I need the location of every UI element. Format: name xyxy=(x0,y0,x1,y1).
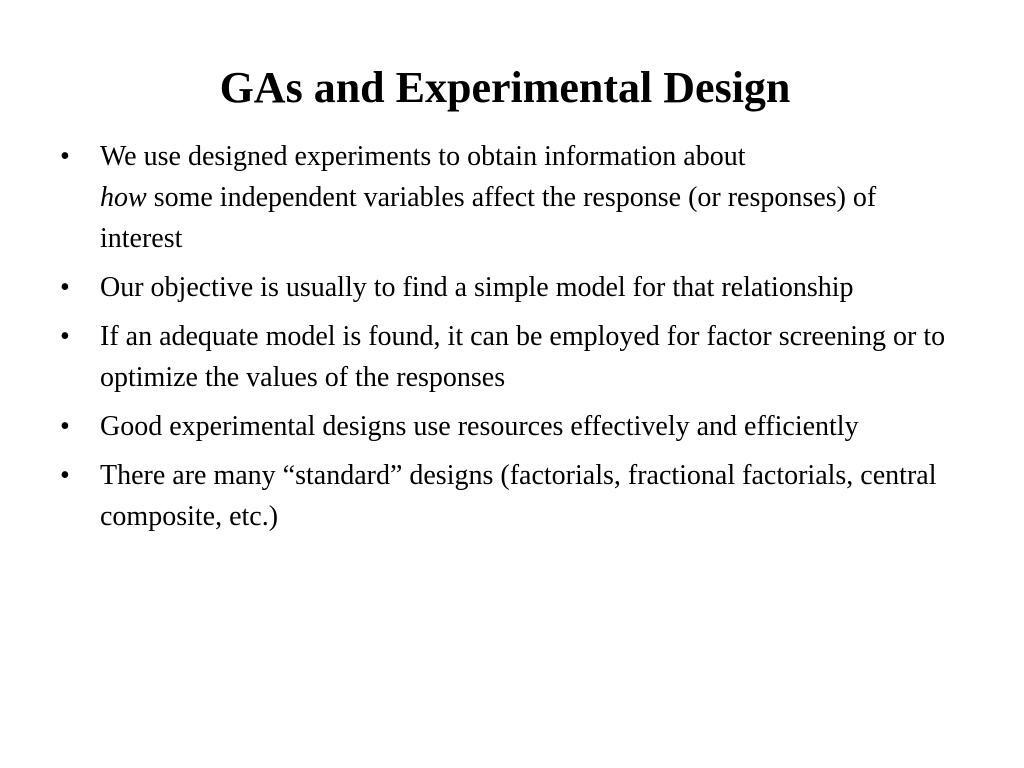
bullet-dot-icon: • xyxy=(60,272,70,303)
bullet-item xyxy=(58,136,958,259)
bullet-item xyxy=(58,406,958,447)
bullet-dot-icon: • xyxy=(60,321,70,352)
bullet-dot-icon: • xyxy=(60,411,70,442)
bullet-text-suffix: some independent variables affect the response (or responses) of interest xyxy=(100,182,877,254)
bullet-text: Good experimental designs use resources effectively and efficiently xyxy=(100,411,859,442)
bullet-text: There are many “standard” designs (factorials, fractional factorials, central composite, etc.) xyxy=(100,460,937,532)
bullet-item xyxy=(58,267,958,308)
bullet-text: Our objective is usually to find a simple model for that relationship xyxy=(100,272,854,303)
bullet-text-emphasis: how xyxy=(100,182,147,213)
bullet-list xyxy=(58,136,958,545)
bullet-item xyxy=(58,455,958,537)
bullet-item xyxy=(58,316,958,398)
slide-title: GAs and Experimental Design xyxy=(219,63,791,112)
bullet-text-prefix: We use designed experiments to obtain information about xyxy=(100,141,746,172)
bullet-text: If an adequate model is found, it can be employed for factor screening or to optimize the values of the responses xyxy=(100,321,946,393)
bullet-dot-icon: • xyxy=(60,460,70,491)
bullet-dot-icon: • xyxy=(60,141,70,172)
